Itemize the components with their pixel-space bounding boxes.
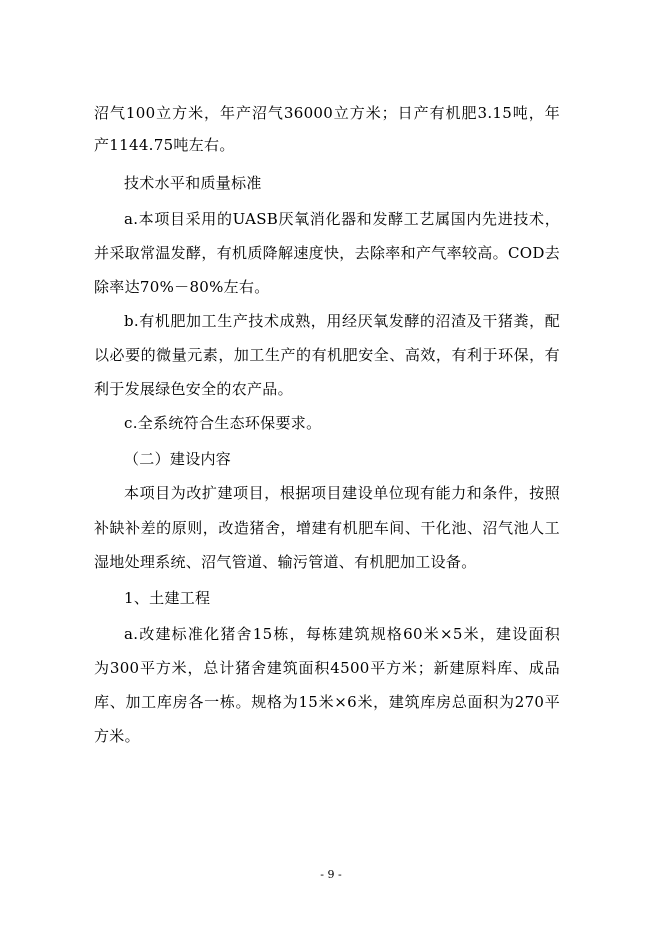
section-heading: 技术水平和质量标准: [124, 174, 262, 192]
text-line: c.全系统符合生态环保要求。: [124, 414, 322, 432]
text-line: 除率达70%－80%左右。: [94, 278, 270, 296]
section-heading: （二）建设内容: [124, 450, 232, 468]
text-line: 库、加工库房各一栋。规格为15米×6米，建筑库房总面积为270平: [94, 693, 560, 711]
section-heading: 1、土建工程: [124, 589, 211, 607]
text-line: 利于发展绿色安全的农产品。: [94, 380, 293, 398]
text-line: 以必要的微量元素，加工生产的有机肥安全、高效，有利于环保，有: [94, 346, 560, 364]
text-line: b.有机肥加工生产技术成熟，用经厌氧发酵的沼渣及干猪粪，配: [124, 312, 560, 330]
text-line: 补缺补差的原则，改造猪舍，增建有机肥车间、干化池、沼气池人工: [94, 519, 560, 537]
text-line: 并采取常温发酵，有机质降解速度快，去除率和产气率较高。COD去: [94, 244, 560, 262]
text-line: 为300平方米，总计猪舍建筑面积4500平方米；新建原料库、成品: [94, 659, 560, 677]
text-line: 产1144.75吨左右。: [94, 136, 235, 154]
page-number: - 9 -: [320, 868, 342, 881]
text-line: 本项目为改扩建项目，根据项目建设单位现有能力和条件，按照: [124, 484, 560, 502]
text-line: 方米。: [94, 727, 140, 745]
text-line: a.改建标准化猪舍15栋，每栋建筑规格60米×5米，建设面积: [124, 625, 560, 643]
text-line: a.本项目采用的UASB厌氧消化器和发酵工艺属国内先进技术，: [124, 210, 560, 228]
text-line: 沼气100立方米，年产沼气36000立方米；日产有机肥3.15吨，年: [94, 104, 560, 122]
text-line: 湿地处理系统、沼气管道、输污管道、有机肥加工设备。: [94, 553, 477, 571]
